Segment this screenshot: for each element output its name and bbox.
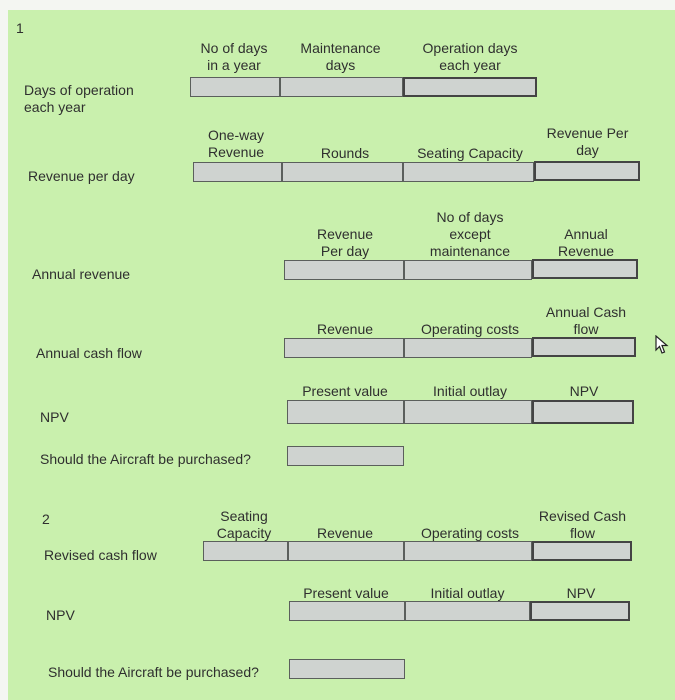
input-operation-days[interactable]	[403, 77, 537, 97]
input-ar-revenue-per-day[interactable]	[284, 260, 404, 280]
label-revenue-per-day: Revenue per day	[28, 168, 135, 184]
input-one-way-revenue[interactable]	[193, 162, 282, 182]
header-one-way-revenue: One-way Revenue	[207, 127, 265, 160]
header-ar-revenue-per-day: Revenue Per day	[316, 226, 374, 259]
input-s2-operating-costs[interactable]	[404, 541, 532, 561]
input-revised-cash-flow[interactable]	[532, 541, 632, 561]
header-s2-revenue: Revenue	[316, 525, 374, 541]
header-s2-operating-costs: Operating costs	[420, 525, 520, 541]
label-annual-cash-flow: Annual cash flow	[36, 345, 142, 361]
input-rounds[interactable]	[282, 162, 403, 182]
header-s2-initial-outlay: Initial outlay	[430, 585, 505, 601]
header-s2-seating-capacity: Seating Capacity	[216, 508, 272, 541]
input-maintenance-days[interactable]	[280, 77, 403, 97]
input-s2-initial-outlay[interactable]	[405, 601, 530, 621]
input-days-in-year[interactable]	[190, 77, 280, 97]
input-annual-cash-flow[interactable]	[532, 337, 636, 357]
header-present-value: Present value	[302, 383, 388, 399]
purchase-question: Should the Aircraft be purchased?	[40, 451, 251, 467]
header-acf-revenue: Revenue	[316, 321, 374, 337]
header-days-except-maintenance: No of days except maintenance	[429, 209, 511, 259]
section-1-number: 1	[16, 20, 24, 36]
mouse-cursor-icon	[655, 335, 669, 355]
label-s2-npv: NPV	[46, 607, 75, 623]
label-annual-revenue: Annual revenue	[32, 266, 131, 282]
header-operation-days: Operation days each year	[422, 40, 518, 73]
label-days-of-operation: Days of operation each year	[24, 82, 134, 115]
header-s2-npv: NPV	[566, 585, 596, 601]
input-initial-outlay[interactable]	[404, 400, 532, 424]
input-present-value[interactable]	[287, 400, 404, 424]
input-s2-purchase-decision[interactable]	[289, 659, 405, 679]
s2-purchase-question: Should the Aircraft be purchased?	[48, 664, 259, 680]
header-maintenance-days: Maintenance days	[300, 40, 381, 73]
input-s2-npv[interactable]	[530, 601, 630, 621]
header-annual-revenue: Annual Revenue	[557, 226, 615, 259]
header-operating-costs: Operating costs	[420, 321, 520, 337]
input-annual-revenue[interactable]	[532, 259, 638, 279]
header-initial-outlay: Initial outlay	[433, 383, 507, 399]
label-revised-cash-flow: Revised cash flow	[44, 547, 157, 563]
input-purchase-decision[interactable]	[287, 446, 404, 466]
input-days-except-maintenance[interactable]	[404, 260, 532, 280]
header-annual-cash-flow: Annual Cash flow	[545, 304, 627, 337]
input-s2-present-value[interactable]	[289, 601, 405, 621]
header-seating-capacity: Seating Capacity	[417, 145, 523, 161]
header-days-in-year: No of days in a year	[200, 40, 268, 73]
input-seating-capacity[interactable]	[403, 162, 534, 182]
input-revenue-per-day[interactable]	[534, 161, 640, 181]
input-npv[interactable]	[532, 400, 634, 424]
label-npv: NPV	[40, 409, 69, 425]
header-revised-cash-flow: Revised Cash flow	[538, 508, 627, 541]
input-acf-revenue[interactable]	[284, 338, 404, 358]
input-s2-seating-capacity[interactable]	[203, 541, 288, 561]
header-revenue-per-day: Revenue Per day	[546, 125, 629, 158]
section-2-number: 2	[42, 511, 50, 527]
header-s2-present-value: Present value	[303, 585, 389, 601]
header-rounds: Rounds	[320, 145, 370, 161]
input-s2-revenue[interactable]	[288, 541, 404, 561]
header-npv: NPV	[569, 383, 599, 399]
input-operating-costs[interactable]	[404, 338, 532, 358]
